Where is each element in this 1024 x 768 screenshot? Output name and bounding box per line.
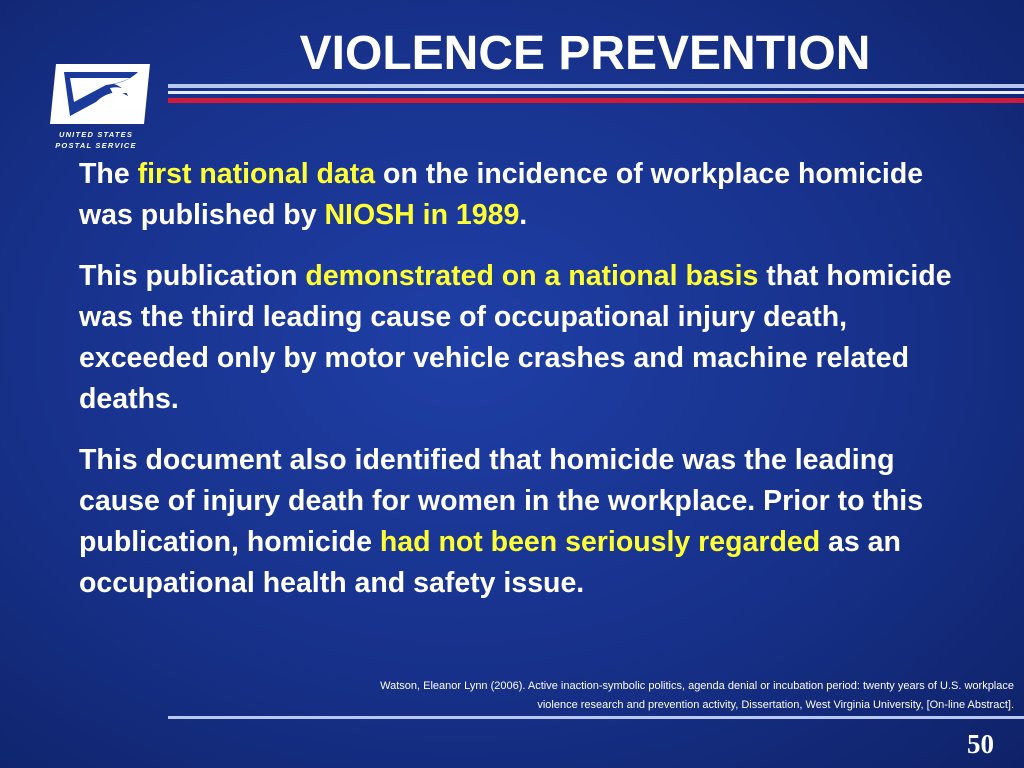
header-stripe-white [168,91,1024,94]
p2-seg-2: that homicide was the third leading cause of occupational injury death, exceeded only by motor vehicle crashes and machine related deaths. [79,260,952,415]
p1-highlight-first-national-data: first national data [137,158,376,190]
p3-highlight-not-regarded: had not been seriously regarded [379,526,821,558]
page-number: 50 [967,729,994,759]
logo-text [46,129,146,151]
p1-seg-4: . [519,199,528,231]
citation [240,677,1014,715]
slide-body [79,154,959,624]
p1-seg-0: The [79,158,138,190]
paragraph-3 [79,440,959,604]
logo-text-line1: UNITED STATES [58,130,134,139]
paragraph-2 [79,256,959,420]
citation-line1: Watson, Eleanor Lynn (2006). Active inaction-symbolic politics, agenda denial or incubation period: twenty years of U.S. workplace [380,680,1014,692]
p2-seg-0: This publication [79,260,306,292]
header-stripe-red [168,98,1024,103]
header-stripe-light [168,84,1024,88]
p3-seg-2: as an occupational health and safety issue. [79,526,901,599]
footer-stripe [168,716,1024,719]
citation-line2: violence research and prevention activity, Dissertation, West Virginia University, [On-line Abstract]. [537,699,1014,711]
p3-seg-0: This document also identified that homicide was the leading cause of injury death for women in the workplace. Prior to this publication, homicide [79,444,924,558]
slide-title: VIOLENCE PREVENTION [299,27,871,80]
eagle-icon [50,62,150,126]
p2-highlight-national-basis: demonstrated on a national basis [305,260,759,292]
p1-highlight-niosh: NIOSH in 1989 [324,199,520,231]
paragraph-1 [79,154,959,236]
logo-text-line2: POSTAL SERVICE [55,141,137,150]
p1-seg-2: on the incidence of workplace homicide was published by [79,158,924,231]
